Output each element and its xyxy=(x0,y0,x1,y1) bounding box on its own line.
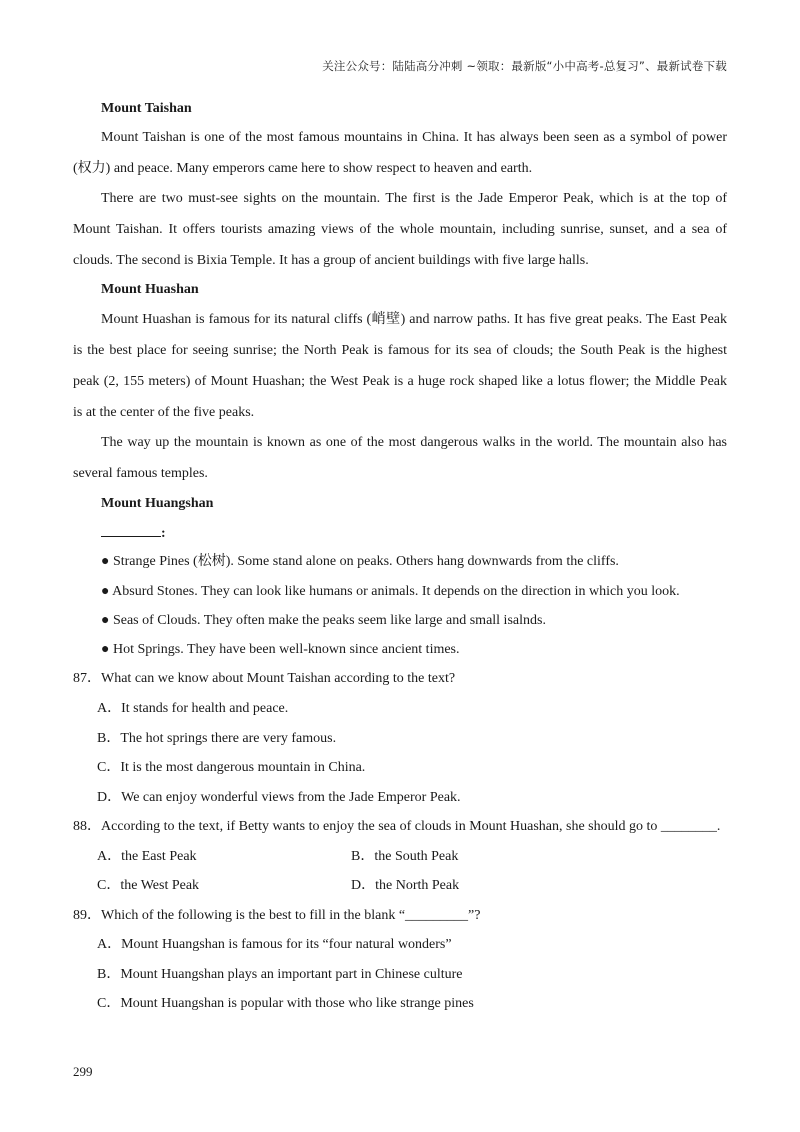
question-89-stem: 89．Which of the following is the best to fill in the blank “_________”? xyxy=(73,908,481,923)
paragraph-line: is the best place for seeing sunrise; the North Peak is famous for its sea of clouds; the South Peak is the highest xyxy=(73,343,727,358)
paragraph-line: peak (2, 155 meters) of Mount Huashan; the West Peak is a huge rock shaped like a lotus flower; the Middle Peak xyxy=(73,374,727,389)
bullet-item: ● Seas of Clouds. They often make the peaks seem like large and small isalnds. xyxy=(101,613,546,628)
question-87-option-d: D．We can enjoy wonderful views from the Jade Emperor Peak. xyxy=(97,790,461,805)
blank-line xyxy=(101,524,161,537)
page-number: 299 xyxy=(73,1064,93,1079)
section-title-huangshan: Mount Huangshan xyxy=(101,496,214,511)
question-87-option-b: B．The hot springs there are very famous. xyxy=(97,731,337,746)
answer-blank-heading xyxy=(101,524,727,543)
page-header: 关注公众号：陆陆高分冲刺 ~领取：最新版“小中高考-总复习”、最新试卷下载 xyxy=(322,59,727,73)
paragraph-line: is at the center of the five peaks. xyxy=(73,405,255,420)
paragraph-line: The way up the mountain is known as one of the most dangerous walks in the world. The mountain also has xyxy=(101,435,727,450)
paragraph-line: Mount Taishan. It offers tourists amazing views of the whole mountain, including sunrise, sunset, and a sea of xyxy=(73,222,727,237)
question-88-option-a: A．the East Peak xyxy=(97,849,197,864)
bullet-item: ● Absurd Stones. They can look like humans or animals. It depends on the direction in which you look. xyxy=(101,584,680,599)
question-87-option-c: C．It is the most dangerous mountain in China. xyxy=(97,760,366,775)
bullet-item: ● Hot Springs. They have been well-known since ancient times. xyxy=(101,642,460,657)
question-88-option-d: D．the North Peak xyxy=(351,878,460,893)
question-89-option-c: C．Mount Huangshan is popular with those who like strange pines xyxy=(97,996,474,1011)
paragraph-line: several famous temples. xyxy=(73,466,208,481)
question-88-option-b: B．the South Peak xyxy=(351,849,459,864)
question-87-option-a: A．It stands for health and peace. xyxy=(97,701,289,716)
question-89-option-b: B．Mount Huangshan plays an important part in Chinese culture xyxy=(97,967,463,982)
paragraph-line: There are two must-see sights on the mountain. The first is the Jade Emperor Peak, which is at the top of xyxy=(101,191,727,206)
paragraph-line: clouds. The second is Bixia Temple. It has a group of ancient buildings with five large halls. xyxy=(73,253,589,268)
paragraph-line: (权力) and peace. Many emperors came here to show respect to heaven and earth. xyxy=(73,161,533,176)
paragraph-line: Mount Huashan is famous for its natural cliffs (峭壁) and narrow paths. It has five great peaks. The East Peak xyxy=(101,312,727,327)
question-88-stem: 88．According to the text, if Betty wants to enjoy the sea of clouds in Mount Huashan, she should go to ________. xyxy=(73,819,721,834)
question-88-option-c: C．the West Peak xyxy=(97,878,200,893)
question-87-stem: 87．What can we know about Mount Taishan according to the text? xyxy=(73,671,456,686)
paragraph-line: Mount Taishan is one of the most famous mountains in China. It has always been seen as a symbol of power xyxy=(101,130,727,145)
section-title-taishan: Mount Taishan xyxy=(101,101,192,116)
question-89-option-a: A．Mount Huangshan is famous for its “four natural wonders” xyxy=(97,937,452,952)
section-title-huashan: Mount Huashan xyxy=(101,282,199,297)
blank-colon: : xyxy=(161,526,166,541)
bullet-item: ● Strange Pines (松树). Some stand alone on peaks. Others hang downwards from the cliffs. xyxy=(101,554,619,569)
